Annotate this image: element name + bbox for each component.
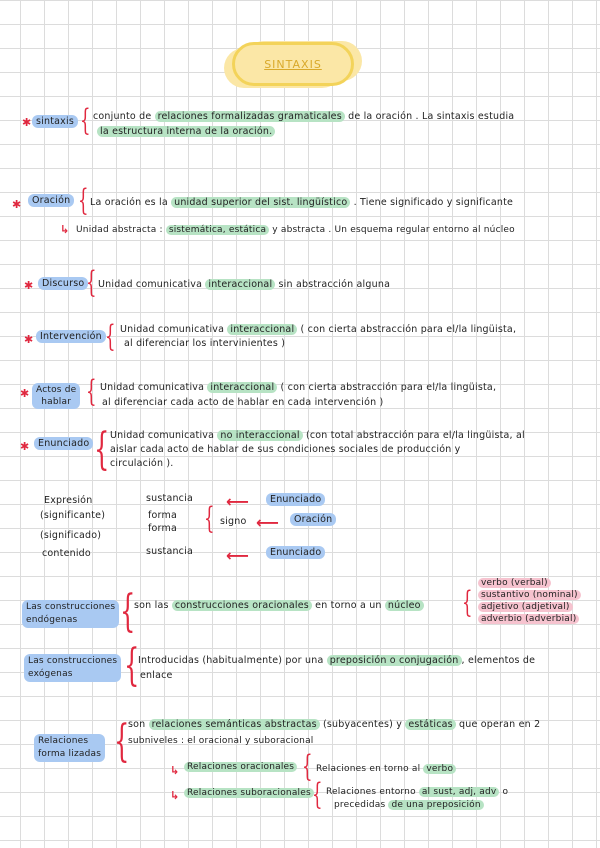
exogenas-def-line1: Introducidas (habitualmente) por una preposición o conjugación , elementos de <box>138 655 536 666</box>
enunciado-def-line2: aislar cada acto de hablar de sus condiciones sociales de producción y <box>110 444 461 455</box>
esquema-expresion: Expresión <box>44 495 93 506</box>
bullet-star-icon: ✱ <box>22 116 32 129</box>
nucleo-verbo: verbo (verbal) <box>478 578 551 588</box>
brace-icon: { <box>302 749 313 784</box>
sintaxis-def-line2: la estructura interna de la oración. <box>97 126 275 137</box>
sintaxis-def-line1: conjunto de relaciones formalizadas gramaticales de la oración . La sintaxis estudia <box>93 111 515 122</box>
esquema-oracion: Oración <box>290 513 336 526</box>
brace-icon: { <box>120 586 136 637</box>
oracion-def-line1: La oración es la unidad superior del sist. lingüístico . Tiene significado y significante <box>90 197 514 208</box>
title-cloud <box>232 42 354 86</box>
brace-icon: { <box>204 501 215 536</box>
brace-icon: { <box>462 585 473 620</box>
brace-icon: { <box>114 716 130 767</box>
nucleo-adverbio: adverbio (adverbial) <box>478 614 579 624</box>
nucleo-sustantivo: sustantivo (nominal) <box>478 590 581 600</box>
actos-def-line2: al diferenciar cada acto de hablar en cada intervención ) <box>102 397 384 408</box>
relaciones-suboracionales-def-line2: precedidas de una preposición <box>334 800 484 810</box>
brace-icon: { <box>78 183 89 218</box>
term-intervencion: Intervención <box>36 330 106 343</box>
brace-icon: { <box>80 103 91 138</box>
brace-icon: { <box>124 640 140 691</box>
bullet-star-icon: ✱ <box>20 387 30 400</box>
term-sintaxis: sintaxis <box>32 115 78 128</box>
relaciones-def-line2: subniveles : el oracional y suboracional <box>128 736 314 746</box>
relaciones-def-line1: son relaciones semánticas abstractas (subyacentes) y estáticas que operan en 2 <box>128 719 541 730</box>
relaciones-oracionales-def: Relaciones en torno al verbo <box>316 764 456 774</box>
esquema-enunciado-2: Enunciado <box>266 546 325 559</box>
bullet-star-icon: ✱ <box>12 198 22 211</box>
brace-icon: { <box>94 424 110 475</box>
bullet-star-icon: ✱ <box>24 279 34 292</box>
intervencion-def-line1: Unidad comunicativa interaccional ( con cierta abstracción para el/la lingüista, <box>120 324 517 335</box>
brace-icon: { <box>312 777 323 812</box>
esquema-sustancia-2: sustancia <box>146 546 193 557</box>
esquema-forma-2: forma <box>148 523 177 534</box>
actos-def-line1: Unidad comunicativa interaccional ( con cierta abstracción para el/la lingüista, <box>100 382 497 393</box>
brace-icon: { <box>86 265 97 300</box>
esquema-signo: signo <box>220 516 247 527</box>
term-oracion: Oración <box>28 194 74 207</box>
enunciado-def-line3: circulación ). <box>110 458 174 469</box>
esquema-significante: (significante) <box>40 510 106 521</box>
left-arrow-icon: ⟵ <box>226 546 249 565</box>
enunciado-def-line1: Unidad comunicativa no interaccional (con total abstracción para el/la lingüista, al <box>110 430 525 441</box>
bullet-star-icon: ✱ <box>20 440 30 453</box>
intervencion-def-line2: al diferenciar los intervinientes ) <box>124 338 286 349</box>
term-discurso: Discurso <box>38 277 88 290</box>
left-arrow-icon: ⟵ <box>226 492 249 511</box>
subpoint-arrow-icon: ↳ <box>170 789 180 802</box>
term-relaciones-formalizadas: Relaciones forma lizadas <box>34 734 105 762</box>
page-title: SINTAXIS <box>264 57 322 71</box>
oracion-sub-line: Unidad abstracta : sistemática, estática y abstracta . Un esquema regular entorno al núcleo <box>76 225 515 235</box>
esquema-forma-1: forma <box>148 510 177 521</box>
term-construcciones-exogenas: Las construcciones exógenas <box>24 654 121 682</box>
endogenas-def: son las construcciones oracionales en torno a un núcleo <box>134 600 424 611</box>
esquema-contenido: contenido <box>42 548 91 559</box>
subpoint-arrow-icon: ↳ <box>60 223 70 236</box>
term-construcciones-endogenas: Las construcciones endógenas <box>22 600 119 628</box>
relaciones-suboracionales-def-line1: Relaciones entorno al sust, adj, adv o <box>326 787 509 797</box>
term-enunciado: Enunciado <box>34 437 93 450</box>
bullet-star-icon: ✱ <box>24 333 34 346</box>
esquema-significado: (significado) <box>40 530 102 541</box>
relaciones-suboracionales: Relaciones suboracionales <box>184 788 314 798</box>
nucleo-adjetivo: adjetivo (adjetival) <box>478 602 573 612</box>
esquema-sustancia-1: sustancia <box>146 493 193 504</box>
exogenas-def-line2: enlace <box>140 670 173 681</box>
term-actos-de-hablar: Actos de hablar <box>32 383 80 409</box>
discurso-def: Unidad comunicativa interaccional sin abstracción alguna <box>98 279 391 290</box>
brace-icon: { <box>105 319 116 354</box>
left-arrow-icon: ⟵ <box>256 513 279 532</box>
subpoint-arrow-icon: ↳ <box>170 764 180 777</box>
relaciones-oracionales: Relaciones oracionales <box>184 762 297 772</box>
brace-icon: { <box>86 374 97 409</box>
esquema-enunciado-1: Enunciado <box>266 493 325 506</box>
